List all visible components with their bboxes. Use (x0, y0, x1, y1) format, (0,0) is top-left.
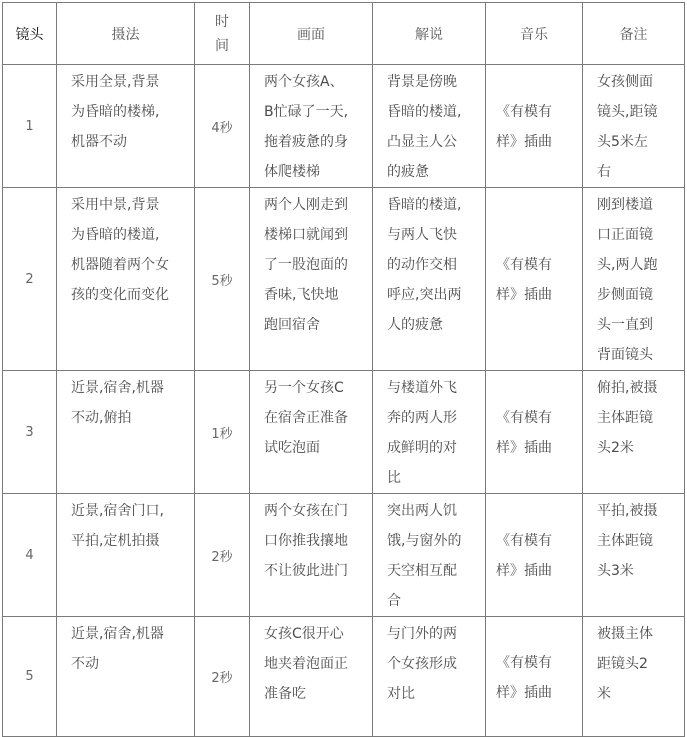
note-text: 刚到楼道 口正面镜 头,两人跑 步侧面镜 头一直到 背面镜头 (597, 197, 658, 363)
note-cell (583, 65, 685, 188)
scene-text: 两个女孩在门 口你推我攘地 不让彼此进门 (264, 503, 348, 579)
note-cell (583, 617, 685, 737)
technique-cell (57, 371, 195, 494)
shot-number: 4 (3, 494, 57, 617)
scene-text: 女孩C很开心 地夹着泡面正 准备吃 (264, 626, 348, 702)
music-text: 《有模有 样》插曲 (496, 410, 552, 456)
scene-cell (250, 494, 373, 617)
technique-text: 采用全景,背景 为昏暗的楼梯, 机器不动 (71, 74, 160, 150)
narration-cell (373, 188, 486, 371)
music-cell (486, 65, 583, 188)
technique-cell (57, 65, 195, 188)
time-cell: 4秒 (195, 65, 250, 188)
music-text: 《有模有 样》插曲 (496, 654, 552, 701)
table-row (3, 65, 685, 188)
narration-text: 与楼道外飞 奔的两人形 成鲜明的对 比 (387, 380, 457, 486)
scene-text: 两个女孩A、 B忙碌了一天, 拖着疲惫的身 体爬楼梯 (264, 74, 349, 180)
table-row (3, 617, 685, 737)
shot-number: 2 (3, 188, 57, 371)
narration-text: 背景是傍晚 昏暗的楼道, 凸显主人公 的疲惫 (387, 74, 462, 180)
header-narration: 解说 (373, 3, 486, 65)
note-text: 被摄主体 距镜头2 米 (597, 626, 653, 702)
shot-number: 1 (3, 65, 57, 188)
scene-cell (250, 371, 373, 494)
music-cell (486, 617, 583, 737)
shot-number: 5 (3, 617, 57, 737)
narration-cell (373, 371, 486, 494)
header-scene: 画面 (250, 3, 373, 65)
narration-cell (373, 65, 486, 188)
technique-text: 近景,宿舍,机器 不动 (71, 626, 164, 672)
table-row (3, 188, 685, 371)
technique-text: 近景,宿舍门口, 平拍,定机拍摄 (71, 503, 164, 549)
scene-text: 另一个女孩C 在宿舍正准备 试吃泡面 (264, 380, 348, 456)
note-cell (583, 494, 685, 617)
music-text: 《有模有 样》插曲 (496, 257, 552, 303)
narration-text: 与门外的两 个女孩形成 对比 (387, 626, 457, 702)
table-row (3, 494, 685, 617)
time-cell: 1秒 (195, 371, 250, 494)
scene-cell (250, 65, 373, 188)
music-cell (486, 371, 583, 494)
storyboard-table (2, 2, 685, 737)
time-cell: 2秒 (195, 617, 250, 737)
narration-cell (373, 494, 486, 617)
technique-cell (57, 494, 195, 617)
music-cell (486, 188, 583, 371)
header-technique: 摄法 (57, 3, 195, 65)
note-text: 俯拍,被摄 主体距镜 头2米 (597, 380, 658, 456)
narration-text: 昏暗的楼道, 与两人飞快 的动作交相 呼应,突出两 人的疲惫 (387, 197, 462, 333)
scene-text: 两个人刚走到 楼梯口就闻到 了一股泡面的 香味,飞快地 跑回宿舍 (264, 197, 348, 333)
technique-cell (57, 188, 195, 371)
header-music: 音乐 (486, 3, 583, 65)
music-text: 《有模有 样》插曲 (496, 104, 552, 150)
narration-text: 突出两人饥 饿,与窗外的 天空相互配 合 (387, 503, 462, 609)
header-row (3, 3, 685, 65)
time-cell: 2秒 (195, 494, 250, 617)
narration-cell (373, 617, 486, 737)
scene-cell (250, 617, 373, 737)
header-note: 备注 (583, 3, 685, 65)
header-shot: 镜头 (3, 3, 57, 65)
note-text: 女孩侧面 镜头,距镜 头5米左 右 (597, 74, 658, 180)
music-cell (486, 494, 583, 617)
shot-number: 3 (3, 371, 57, 494)
music-text: 《有模有 样》插曲 (496, 533, 552, 579)
note-cell (583, 188, 685, 371)
scene-cell (250, 188, 373, 371)
technique-cell (57, 617, 195, 737)
header-time: 时 间 (195, 3, 250, 65)
table-row (3, 371, 685, 494)
technique-text: 近景,宿舍,机器 不动,俯拍 (71, 380, 164, 426)
technique-text: 采用中景,背景 为昏暗的楼道, 机器随着两个女 孩的变化而变化 (71, 197, 169, 303)
note-text: 平拍,被摄 主体距镜 头3米 (597, 503, 658, 579)
note-cell (583, 371, 685, 494)
time-cell: 5秒 (195, 188, 250, 371)
